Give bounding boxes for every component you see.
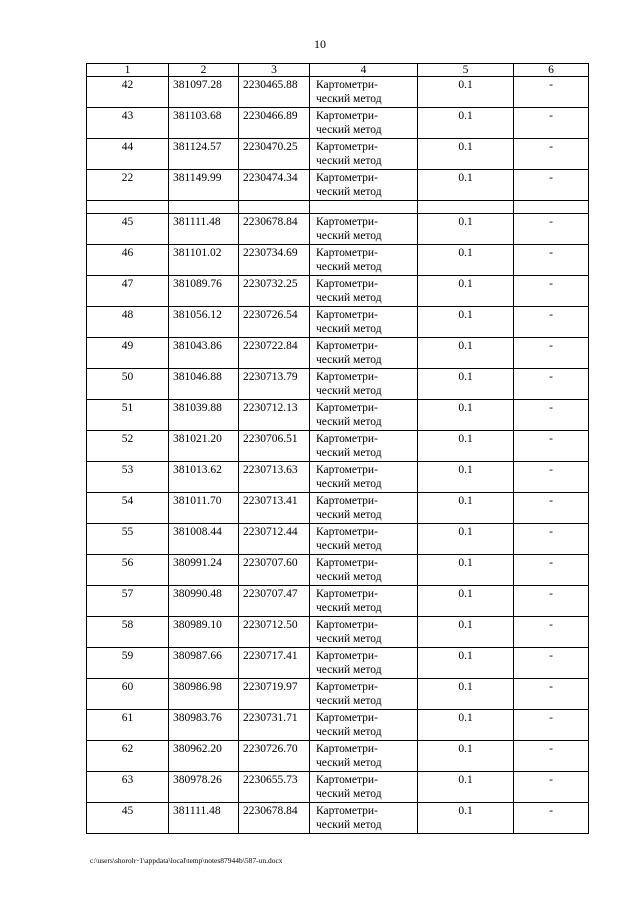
- x-coordinate-cell: 380987.66: [169, 648, 239, 679]
- point-number-cell: 49: [87, 338, 169, 369]
- table-row: [87, 617, 589, 648]
- y-coordinate-cell: 2230707.60: [239, 555, 310, 586]
- accuracy-cell: 0.1: [418, 617, 514, 648]
- x-coordinate-cell: 381101.02: [169, 245, 239, 276]
- point-number-cell: 63: [87, 772, 169, 803]
- table-row: [87, 276, 589, 307]
- method-line-2: ческий метод: [316, 757, 382, 769]
- y-coordinate-cell: 2230678.84: [239, 214, 310, 245]
- y-coordinate-cell: 2230719.97: [239, 679, 310, 710]
- method-cell: [310, 139, 418, 170]
- column-header: 3: [239, 64, 310, 77]
- method-cell: [310, 307, 418, 338]
- point-number-cell: 44: [87, 139, 169, 170]
- empty-cell: [514, 201, 589, 214]
- method-cell: [310, 170, 418, 201]
- method-line-2: ческий метод: [316, 93, 382, 105]
- method-line-2: ческий метод: [316, 664, 382, 676]
- point-number-cell: 58: [87, 617, 169, 648]
- accuracy-cell: 0.1: [418, 214, 514, 245]
- note-cell: -: [514, 586, 589, 617]
- method-line-1: Картометри-: [316, 743, 378, 755]
- note-cell: -: [514, 245, 589, 276]
- method-cell: [310, 617, 418, 648]
- x-coordinate-cell: 381011.70: [169, 493, 239, 524]
- footer-file-path: c:\users\shoroh~1\appdata\local\temp\notes87944b\587-un.docx: [90, 856, 283, 865]
- table-row: [87, 108, 589, 139]
- accuracy-cell: 0.1: [418, 338, 514, 369]
- x-coordinate-cell: 380962.20: [169, 741, 239, 772]
- accuracy-cell: 0.1: [418, 679, 514, 710]
- note-cell: -: [514, 648, 589, 679]
- x-coordinate-cell: 380990.48: [169, 586, 239, 617]
- method-line-2: ческий метод: [316, 292, 382, 304]
- x-coordinate-cell: 380986.98: [169, 679, 239, 710]
- y-coordinate-cell: 2230474.34: [239, 170, 310, 201]
- method-line-1: Картометри-: [316, 805, 378, 817]
- note-cell: -: [514, 772, 589, 803]
- method-line-1: Картометри-: [316, 433, 378, 445]
- method-line-1: Картометри-: [316, 588, 378, 600]
- note-cell: -: [514, 369, 589, 400]
- method-line-1: Картометри-: [316, 557, 378, 569]
- note-cell: -: [514, 338, 589, 369]
- method-line-2: ческий метод: [316, 416, 382, 428]
- point-number-cell: 56: [87, 555, 169, 586]
- method-line-1: Картометри-: [316, 309, 378, 321]
- accuracy-cell: 0.1: [418, 524, 514, 555]
- point-number-cell: 60: [87, 679, 169, 710]
- accuracy-cell: 0.1: [418, 400, 514, 431]
- empty-cell: [418, 201, 514, 214]
- table-row: [87, 648, 589, 679]
- accuracy-cell: 0.1: [418, 648, 514, 679]
- point-number-cell: 53: [87, 462, 169, 493]
- method-line-1: Картометри-: [316, 619, 378, 631]
- method-cell: [310, 524, 418, 555]
- x-coordinate-cell: 380978.26: [169, 772, 239, 803]
- method-line-1: Картометри-: [316, 650, 378, 662]
- method-cell: [310, 772, 418, 803]
- x-coordinate-cell: 380989.10: [169, 617, 239, 648]
- x-coordinate-cell: 381013.62: [169, 462, 239, 493]
- method-line-1: Картометри-: [316, 216, 378, 228]
- y-coordinate-cell: 2230713.79: [239, 369, 310, 400]
- y-coordinate-cell: 2230732.25: [239, 276, 310, 307]
- method-line-1: Картометри-: [316, 172, 378, 184]
- note-cell: -: [514, 803, 589, 834]
- method-cell: [310, 493, 418, 524]
- accuracy-cell: 0.1: [418, 555, 514, 586]
- x-coordinate-cell: 381097.28: [169, 77, 239, 108]
- y-coordinate-cell: 2230707.47: [239, 586, 310, 617]
- point-number-cell: 61: [87, 710, 169, 741]
- accuracy-cell: 0.1: [418, 493, 514, 524]
- y-coordinate-cell: 2230726.54: [239, 307, 310, 338]
- table-row: [87, 803, 589, 834]
- point-number-cell: 48: [87, 307, 169, 338]
- y-coordinate-cell: 2230466.89: [239, 108, 310, 139]
- x-coordinate-cell: 380991.24: [169, 555, 239, 586]
- method-line-1: Картометри-: [316, 247, 378, 259]
- accuracy-cell: 0.1: [418, 586, 514, 617]
- method-line-2: ческий метод: [316, 323, 382, 335]
- method-line-2: ческий метод: [316, 602, 382, 614]
- accuracy-cell: 0.1: [418, 139, 514, 170]
- accuracy-cell: 0.1: [418, 710, 514, 741]
- y-coordinate-cell: 2230726.70: [239, 741, 310, 772]
- method-cell: [310, 586, 418, 617]
- method-cell: [310, 462, 418, 493]
- accuracy-cell: 0.1: [418, 307, 514, 338]
- table-header-row: [87, 64, 589, 77]
- table-row: [87, 586, 589, 617]
- note-cell: -: [514, 524, 589, 555]
- method-line-1: Картометри-: [316, 464, 378, 476]
- y-coordinate-cell: 2230706.51: [239, 431, 310, 462]
- method-line-1: Картометри-: [316, 371, 378, 383]
- y-coordinate-cell: 2230717.41: [239, 648, 310, 679]
- method-cell: [310, 108, 418, 139]
- point-number-cell: 54: [87, 493, 169, 524]
- note-cell: -: [514, 617, 589, 648]
- y-coordinate-cell: 2230713.41: [239, 493, 310, 524]
- point-number-cell: 22: [87, 170, 169, 201]
- x-coordinate-cell: 381103.68: [169, 108, 239, 139]
- method-cell: [310, 710, 418, 741]
- method-line-1: Картометри-: [316, 141, 378, 153]
- table-row: [87, 139, 589, 170]
- point-number-cell: 45: [87, 803, 169, 834]
- note-cell: -: [514, 139, 589, 170]
- method-line-2: ческий метод: [316, 695, 382, 707]
- method-line-1: Картометри-: [316, 278, 378, 290]
- empty-cell: [169, 201, 239, 214]
- y-coordinate-cell: 2230712.13: [239, 400, 310, 431]
- point-number-cell: 45: [87, 214, 169, 245]
- empty-cell: [87, 201, 169, 214]
- x-coordinate-cell: 381039.88: [169, 400, 239, 431]
- point-number-cell: 46: [87, 245, 169, 276]
- method-line-2: ческий метод: [316, 788, 382, 800]
- y-coordinate-cell: 2230734.69: [239, 245, 310, 276]
- accuracy-cell: 0.1: [418, 803, 514, 834]
- empty-cell: [310, 201, 418, 214]
- table-row: [87, 462, 589, 493]
- note-cell: -: [514, 77, 589, 108]
- method-cell: [310, 214, 418, 245]
- method-cell: [310, 648, 418, 679]
- note-cell: -: [514, 679, 589, 710]
- y-coordinate-cell: 2230731.71: [239, 710, 310, 741]
- method-line-2: ческий метод: [316, 509, 382, 521]
- method-cell: [310, 400, 418, 431]
- x-coordinate-cell: 380983.76: [169, 710, 239, 741]
- note-cell: -: [514, 710, 589, 741]
- y-coordinate-cell: 2230722.84: [239, 338, 310, 369]
- method-cell: [310, 276, 418, 307]
- note-cell: -: [514, 307, 589, 338]
- x-coordinate-cell: 381043.86: [169, 338, 239, 369]
- note-cell: -: [514, 108, 589, 139]
- method-line-2: ческий метод: [316, 230, 382, 242]
- accuracy-cell: 0.1: [418, 276, 514, 307]
- method-line-2: ческий метод: [316, 540, 382, 552]
- note-cell: -: [514, 741, 589, 772]
- method-line-2: ческий метод: [316, 726, 382, 738]
- y-coordinate-cell: 2230470.25: [239, 139, 310, 170]
- method-line-1: Картометри-: [316, 712, 378, 724]
- x-coordinate-cell: 381056.12: [169, 307, 239, 338]
- method-line-1: Картометри-: [316, 495, 378, 507]
- method-line-2: ческий метод: [316, 447, 382, 459]
- point-number-cell: 42: [87, 77, 169, 108]
- accuracy-cell: 0.1: [418, 170, 514, 201]
- y-coordinate-cell: 2230465.88: [239, 77, 310, 108]
- method-cell: [310, 369, 418, 400]
- method-line-2: ческий метод: [316, 124, 382, 136]
- x-coordinate-cell: 381111.48: [169, 803, 239, 834]
- method-cell: [310, 431, 418, 462]
- point-number-cell: 62: [87, 741, 169, 772]
- table-row: [87, 741, 589, 772]
- y-coordinate-cell: 2230678.84: [239, 803, 310, 834]
- method-line-2: ческий метод: [316, 261, 382, 273]
- method-cell: [310, 679, 418, 710]
- column-header: 6: [514, 64, 589, 77]
- y-coordinate-cell: 2230655.73: [239, 772, 310, 803]
- table-row: [87, 307, 589, 338]
- y-coordinate-cell: 2230713.63: [239, 462, 310, 493]
- accuracy-cell: 0.1: [418, 431, 514, 462]
- method-cell: [310, 741, 418, 772]
- accuracy-cell: 0.1: [418, 462, 514, 493]
- point-number-cell: 47: [87, 276, 169, 307]
- method-cell: [310, 803, 418, 834]
- method-line-2: ческий метод: [316, 819, 382, 831]
- table-row: [87, 710, 589, 741]
- method-line-1: Картометри-: [316, 110, 378, 122]
- x-coordinate-cell: 381111.48: [169, 214, 239, 245]
- x-coordinate-cell: 381008.44: [169, 524, 239, 555]
- note-cell: -: [514, 462, 589, 493]
- coordinates-table: [86, 63, 589, 834]
- accuracy-cell: 0.1: [418, 108, 514, 139]
- method-line-1: Картометри-: [316, 774, 378, 786]
- method-line-2: ческий метод: [316, 155, 382, 167]
- table-row: [87, 77, 589, 108]
- x-coordinate-cell: 381021.20: [169, 431, 239, 462]
- accuracy-cell: 0.1: [418, 741, 514, 772]
- accuracy-cell: 0.1: [418, 772, 514, 803]
- page-number: 10: [314, 37, 326, 51]
- method-line-1: Картометри-: [316, 526, 378, 538]
- table-row: [87, 493, 589, 524]
- method-line-2: ческий метод: [316, 571, 382, 583]
- column-header: 4: [310, 64, 418, 77]
- method-line-2: ческий метод: [316, 478, 382, 490]
- method-line-1: Картометри-: [316, 681, 378, 693]
- point-number-cell: 55: [87, 524, 169, 555]
- table-row: [87, 170, 589, 201]
- x-coordinate-cell: 381124.57: [169, 139, 239, 170]
- x-coordinate-cell: 381149.99: [169, 170, 239, 201]
- y-coordinate-cell: 2230712.50: [239, 617, 310, 648]
- table-row-empty: [87, 201, 589, 214]
- point-number-cell: 52: [87, 431, 169, 462]
- point-number-cell: 59: [87, 648, 169, 679]
- table-row: [87, 400, 589, 431]
- method-cell: [310, 555, 418, 586]
- point-number-cell: 57: [87, 586, 169, 617]
- accuracy-cell: 0.1: [418, 77, 514, 108]
- note-cell: -: [514, 400, 589, 431]
- note-cell: -: [514, 555, 589, 586]
- point-number-cell: 51: [87, 400, 169, 431]
- column-header: 1: [87, 64, 169, 77]
- method-line-1: Картометри-: [316, 402, 378, 414]
- method-line-1: Картометри-: [316, 79, 378, 91]
- table-row: [87, 524, 589, 555]
- column-header: 5: [418, 64, 514, 77]
- y-coordinate-cell: 2230712.44: [239, 524, 310, 555]
- method-line-2: ческий метод: [316, 354, 382, 366]
- x-coordinate-cell: 381089.76: [169, 276, 239, 307]
- table-row: [87, 245, 589, 276]
- accuracy-cell: 0.1: [418, 369, 514, 400]
- table-row: [87, 431, 589, 462]
- note-cell: -: [514, 170, 589, 201]
- table-row: [87, 555, 589, 586]
- table-row: [87, 214, 589, 245]
- method-cell: [310, 245, 418, 276]
- method-cell: [310, 338, 418, 369]
- note-cell: -: [514, 276, 589, 307]
- point-number-cell: 50: [87, 369, 169, 400]
- note-cell: -: [514, 431, 589, 462]
- note-cell: -: [514, 493, 589, 524]
- table-row: [87, 679, 589, 710]
- method-line-2: ческий метод: [316, 633, 382, 645]
- table-row: [87, 772, 589, 803]
- empty-cell: [239, 201, 310, 214]
- point-number-cell: 43: [87, 108, 169, 139]
- method-cell: [310, 77, 418, 108]
- x-coordinate-cell: 381046.88: [169, 369, 239, 400]
- note-cell: -: [514, 214, 589, 245]
- column-header: 2: [169, 64, 239, 77]
- method-line-1: Картометри-: [316, 340, 378, 352]
- accuracy-cell: 0.1: [418, 245, 514, 276]
- method-line-2: ческий метод: [316, 186, 382, 198]
- method-line-2: ческий метод: [316, 385, 382, 397]
- table-row: [87, 369, 589, 400]
- table-row: [87, 338, 589, 369]
